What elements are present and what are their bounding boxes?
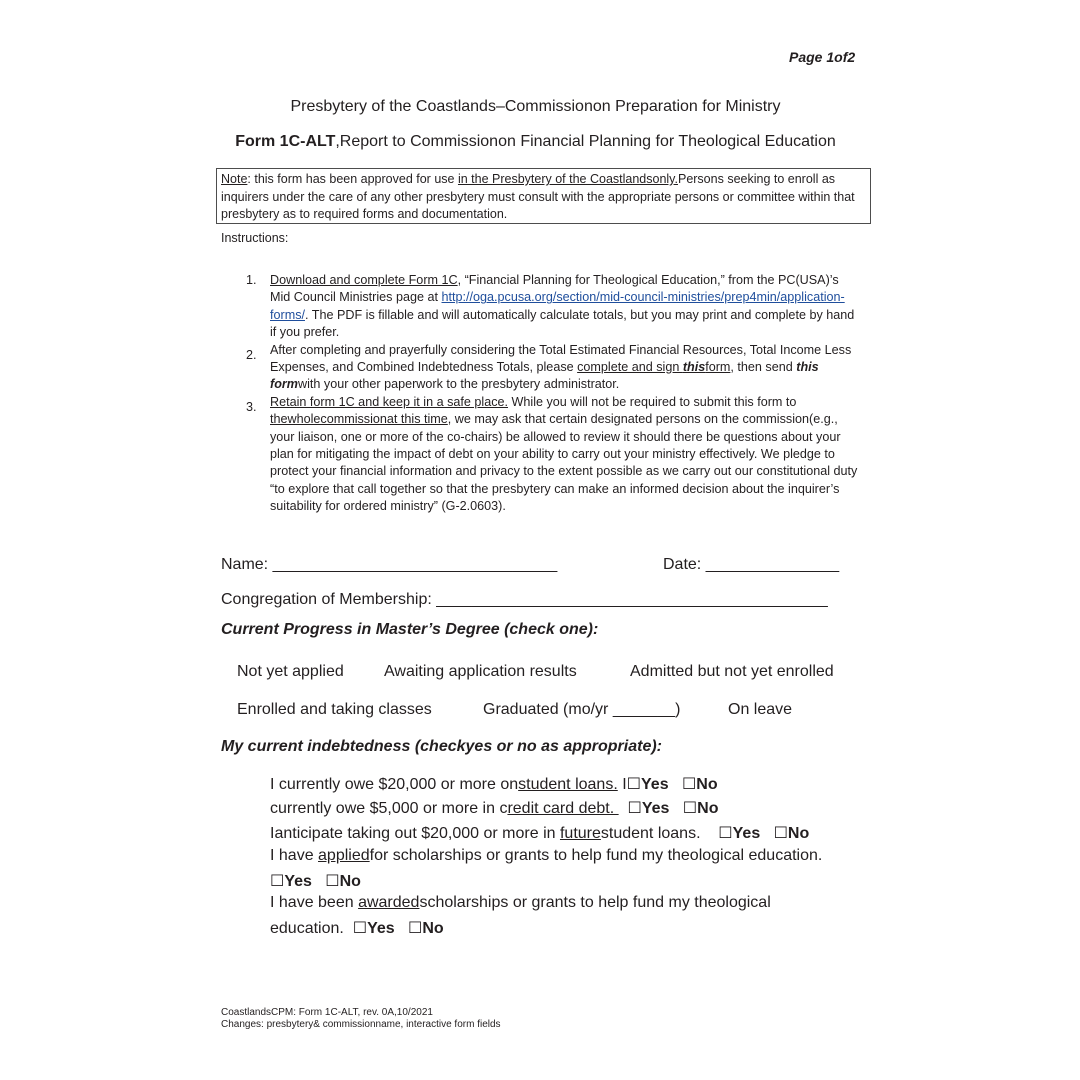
- question-underlined: awarded: [358, 894, 420, 911]
- question-underlined: student loans.: [518, 776, 618, 793]
- option-admitted-not-enrolled[interactable]: Admitted but not yet enrolled: [630, 663, 834, 680]
- question-awarded-scholarships: [270, 894, 771, 912]
- option-enrolled[interactable]: Enrolled and taking classes: [237, 701, 432, 718]
- yes-checkbox[interactable]: ☐Yes: [352, 920, 395, 937]
- question-underlined: applied: [318, 847, 370, 864]
- option-awaiting-results[interactable]: Awaiting application results: [384, 663, 577, 680]
- instruction-number: 2.: [246, 347, 257, 362]
- yes-checkbox[interactable]: ☐Yes: [718, 825, 761, 842]
- instruction-text: , then send: [730, 360, 797, 375]
- question-awarded-continued: [270, 918, 444, 938]
- option-on-leave[interactable]: On leave: [728, 701, 793, 718]
- question-text: Ianticipate taking out $20,000 or more in: [270, 825, 560, 842]
- instruction-underlined: thewholecommissionat this time: [270, 412, 448, 427]
- no-checkbox[interactable]: ☐No: [773, 825, 810, 842]
- instruction-item-3: [244, 394, 859, 516]
- progress-heading: Current Progress in Master’s Degree (check one):: [221, 621, 599, 638]
- question-text: I have been: [270, 894, 359, 911]
- instruction-text: While you will not be required to submit this form to: [508, 394, 797, 409]
- instruction-number: 1.: [246, 273, 257, 287]
- note-text-2: Persons seeking to enroll as inquirers under the care of any other presbytery must consult with the appropriate persons or committee within that presbytery as to required forms and documentation.: [221, 172, 855, 221]
- question-credit-card: [270, 798, 718, 818]
- question-text: scholarships or grants to help fund my theological: [419, 894, 771, 911]
- instruction-item-1: [244, 272, 859, 342]
- instruction-underlined-bold: this: [682, 360, 706, 375]
- instruction-text: , we may ask that certain designated persons on the commission(e.g., your liaison, one or more of the co-chairs) be allowed to review it should there be questions about your plan for mitigating the impact of debt on your ability to carry out your ministry effectively. We pledge to protect your financial information and privacy to the extent possible as we carry out our constitutional duty “to explore that call together so that the presbytery can make an informed decision about the inquirer’s suitability for ordered ministry” (G-2.0603).: [270, 412, 858, 514]
- instruction-text: with your other paperwork to the presbytery administrator.: [298, 377, 620, 392]
- congregation-field[interactable]: Congregation of Membership: ____________________________________________: [221, 591, 828, 608]
- question-text: I have: [270, 847, 319, 864]
- form-title-text: ,Report to Commissionon Financial Planning for Theological Education: [335, 133, 836, 150]
- instruction-underlined: Download and complete Form 1C: [270, 273, 458, 287]
- question-student-loans: [270, 774, 718, 794]
- yes-checkbox[interactable]: ☐Yes: [626, 776, 669, 793]
- no-checkbox[interactable]: ☐No: [682, 800, 719, 817]
- note-underlined: in the Presbytery of the Coastlandsonly.: [457, 172, 678, 186]
- no-checkbox[interactable]: ☐No: [408, 920, 444, 937]
- note-label: Note: [221, 172, 248, 186]
- question-text: for scholarships or grants to help fund my theological education.: [369, 847, 823, 864]
- question-underlined: future: [559, 825, 601, 842]
- question-text: I: [617, 776, 627, 793]
- question-text: student loans.: [600, 825, 701, 842]
- note-box: [216, 168, 871, 224]
- option-not-yet-applied[interactable]: Not yet applied: [237, 663, 344, 680]
- mid-council-link[interactable]: http://oga.pcusa.org/section/mid-council-ministries/prep4min/application-forms/: [270, 290, 845, 322]
- instruction-underlined: form: [705, 360, 731, 375]
- form-title: [0, 133, 1071, 151]
- document-title: Presbytery of the Coastlands–Commissionon Preparation for Ministry: [290, 98, 781, 115]
- footer: [221, 1007, 501, 1031]
- question-applied-scholarships: [270, 847, 822, 865]
- no-checkbox[interactable]: ☐No: [325, 873, 361, 890]
- note-text-1: : this form has been approved for use: [247, 172, 458, 186]
- indebtedness-heading: My current indebtedness (checkyes or no as appropriate):: [221, 738, 663, 755]
- yes-checkbox[interactable]: ☐Yes: [270, 873, 312, 890]
- question-applied-answers: [270, 871, 361, 891]
- footer-line-1: CoastlandsCPM: Form 1C-ALT, rev. 0A,10/2021: [221, 1007, 433, 1018]
- question-underlined: redit card debt.: [507, 800, 619, 817]
- page-number: Page 1of2: [789, 49, 856, 65]
- footer-line-2: Changes: presbytery& commissionname, interactive form fields: [221, 1019, 501, 1030]
- yes-checkbox[interactable]: ☐Yes: [627, 800, 670, 817]
- instruction-text: . The PDF is fillable and will automatically calculate totals, but you may print and complete by hand if you prefer.: [270, 307, 855, 340]
- instruction-text: , “Financial Planning for Theological Education,” from the PC(USA)’s Mid Council Ministries page at: [270, 273, 839, 305]
- instruction-underlined: complete and sign: [577, 360, 683, 375]
- no-checkbox[interactable]: ☐No: [681, 776, 718, 793]
- question-text: currently owe $5,000 or more in c: [270, 800, 508, 817]
- option-graduated[interactable]: Graduated (mo/yr _______): [483, 701, 681, 718]
- question-text: I currently owe $20,000 or more on: [270, 776, 519, 793]
- instruction-text: After completing and prayerfully considering the Total Estimated Financial Resources, Total Income Less Expenses, and Combined Indebtedness Totals, please: [270, 342, 852, 375]
- form-id: Form 1C-ALT: [235, 133, 336, 150]
- question-future-loans: [270, 823, 809, 843]
- instruction-bold: this form: [270, 360, 819, 392]
- instruction-number: 3.: [246, 399, 257, 414]
- instructions-list: [244, 272, 859, 516]
- name-field[interactable]: Name: ________________________________: [221, 556, 558, 573]
- instruction-item-2: [244, 342, 859, 394]
- question-text: education.: [270, 920, 344, 937]
- instructions-label: Instructions:: [221, 231, 289, 245]
- instruction-underlined: Retain form 1C and keep it in a safe place.: [270, 394, 509, 409]
- date-field[interactable]: Date: _______________: [663, 556, 840, 573]
